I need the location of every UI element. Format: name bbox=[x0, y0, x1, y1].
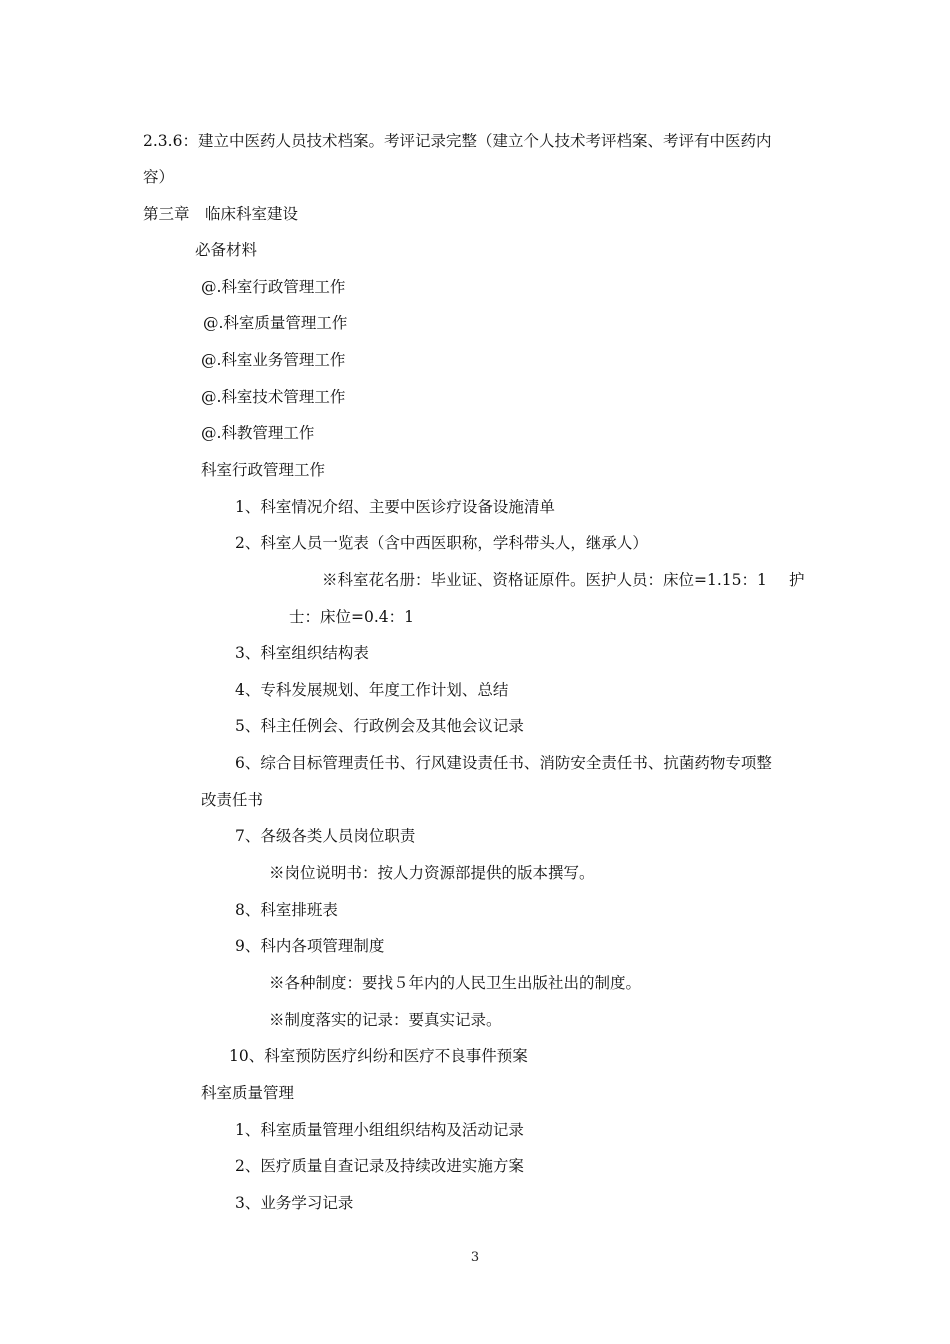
admin-item-continued: 改责任书 bbox=[201, 791, 264, 809]
material-item: @.科教管理工作 bbox=[201, 424, 315, 442]
admin-section-heading: 科室行政管理工作 bbox=[201, 461, 326, 479]
admin-item: 8、科室排班表 bbox=[235, 901, 338, 919]
quality-item: 3、业务学习记录 bbox=[235, 1194, 354, 1212]
admin-item: 10、科室预防医疗纠纷和医疗不良事件预案 bbox=[229, 1047, 528, 1065]
material-item: @.科室质量管理工作 bbox=[203, 314, 348, 332]
chapter-title: 第三章 临床科室建设 bbox=[143, 205, 299, 223]
admin-item: 2、科室人员一览表（含中西医职称，学科带头人，继承人） bbox=[235, 534, 648, 552]
admin-note: ※岗位说明书：按人力资源部提供的版本撰写。 bbox=[269, 864, 595, 882]
material-item: @.科室业务管理工作 bbox=[201, 351, 346, 369]
admin-item: 7、各级各类人员岗位职责 bbox=[235, 827, 416, 845]
paragraph-archive-line2: 容） bbox=[143, 168, 175, 186]
material-item: @.科室行政管理工作 bbox=[201, 278, 346, 296]
admin-note: ※制度落实的记录：要真实记录。 bbox=[269, 1011, 502, 1029]
admin-item: 5、科主任例会、行政例会及其他会议记录 bbox=[235, 717, 524, 735]
material-item: @.科室技术管理工作 bbox=[201, 388, 346, 406]
required-materials-heading: 必备材料 bbox=[195, 241, 258, 259]
quality-item: 1、科室质量管理小组组织结构及活动记录 bbox=[235, 1121, 524, 1139]
admin-note: ※科室花名册：毕业证、资格证原件。医护人员：床位=1.15：1 bbox=[322, 571, 767, 589]
paragraph-archive-line1: 2.3.6：建立中医药人员技术档案。考评记录完整（建立个人技术考评档案、考评有中医药内 bbox=[143, 132, 772, 150]
admin-note-tail: 护 bbox=[789, 571, 805, 589]
admin-item: 3、科室组织结构表 bbox=[235, 644, 369, 662]
admin-note-continued: 士：床位=0.4：1 bbox=[289, 608, 414, 626]
page-number: 3 bbox=[470, 1250, 480, 1265]
quality-section-heading: 科室质量管理 bbox=[201, 1084, 295, 1102]
admin-item: 9、科内各项管理制度 bbox=[235, 937, 385, 955]
admin-note: ※各种制度：要找５年内的人民卫生出版社出的制度。 bbox=[269, 974, 642, 992]
admin-item: 1、科室情况介绍、主要中医诊疗设备设施清单 bbox=[235, 498, 555, 516]
admin-item: 6、综合目标管理责任书、行风建设责任书、消防安全责任书、抗菌药物专项整 bbox=[235, 754, 772, 772]
quality-item: 2、医疗质量自查记录及持续改进实施方案 bbox=[235, 1157, 524, 1175]
admin-item: 4、专科发展规划、年度工作计划、总结 bbox=[235, 681, 509, 699]
